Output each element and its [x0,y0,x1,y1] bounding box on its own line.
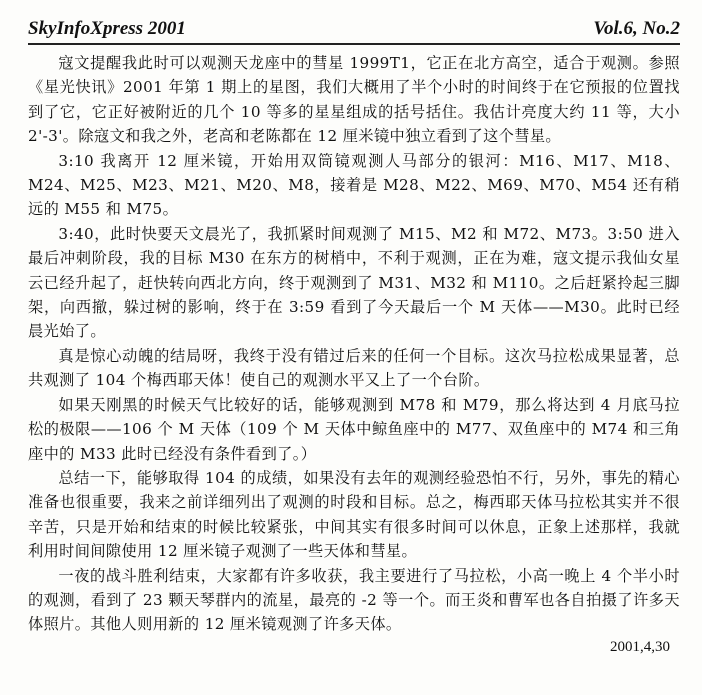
publication-title: SkyInfoXpress 2001 [28,18,186,39]
header-rule [28,43,680,45]
article-body [28,51,680,637]
date-signature: 2001,4,30 [610,638,670,655]
paragraph: 总结一下，能够取得 104 的成绩，如果没有去年的观测经验恐怕不行，另外，事先的精心准备也很重要，我来之前详细列出了观测的时段和目标。总之，梅西耶天体马拉松其实并不很辛苦，只是开始和结束的时候比较紧张，中间其实有很多时间可以休息，正象上述那样，我就利用时间间隙使用 12 厘米镜子观测了一些天体和彗星。 [28,468,680,561]
paragraph: 如果天刚黑的时候天气比较好的话，能够观测到 M78 和 M79，那么将达到 4 月底马拉松的极限——106 个 M 天体（109 个 M 天体中鲸鱼座中的 M77、双鱼座中的 M74 和三角座中的 M33 此时已经没有条件看到了。） [28,395,680,463]
paragraph: 3:10 我离开 12 厘米镜，开始用双筒镜观测人马部分的银河：M16、M17、M18、M24、M25、M23、M21、M20、M8，接着是 M28、M22、M69、M70、M54 还有稍远的 M55 和 M75。 [28,151,680,219]
running-header [28,14,680,40]
paragraph: 真是惊心动魄的结局呀，我终于没有错过后来的任何一个目标。这次马拉松成果显著，总共观测了 104 个梅西耶天体！使自己的观测水平又上了一个台阶。 [28,346,680,390]
paragraph: 一夜的战斗胜利结束，大家都有许多收获，我主要进行了马拉松，小高一晚上 4 个半小时的观测，看到了 23 颗天琴群内的流星，最亮的 -2 等一个。而王炎和曹军也各自拍摄了许多天体照片。其他人则用新的 12 厘米镜观测了许多天体。 [28,566,680,634]
paragraph: 寇文提醒我此时可以观测天龙座中的彗星 1999T1，它正在北方高空，适合于观测。参照《星光快讯》2001 年第 1 期上的星图，我们大概用了半个小时的时间终于在它预报的位置找到了它，它正好被附近的几个 10 等多的星星组成的括号括住。我估计亮度大约 11 等，大小 2'-3'。除寇文和我之外，老高和老陈都在 12 厘米镜中独立看到了这个彗星。 [28,54,680,146]
paragraph: 3:40，此时快要天文晨光了，我抓紧时间观测了 M15、M2 和 M72、M73。3:50 进入最后冲刺阶段，我的目标 M30 在东方的树梢中，不利于观测，正在为难，寇文提示我仙女星云已经升起了，赶快转向西北方向，终于观测到了 M31、M32 和 M110。之后赶紧拎起三脚架，向西撤，躲过树的影响，终于在 3:59 看到了今天最后一个 M 天体——M30。此时已经晨光始了。 [28,224,680,341]
issue-number: Vol.6, No.2 [593,18,680,39]
